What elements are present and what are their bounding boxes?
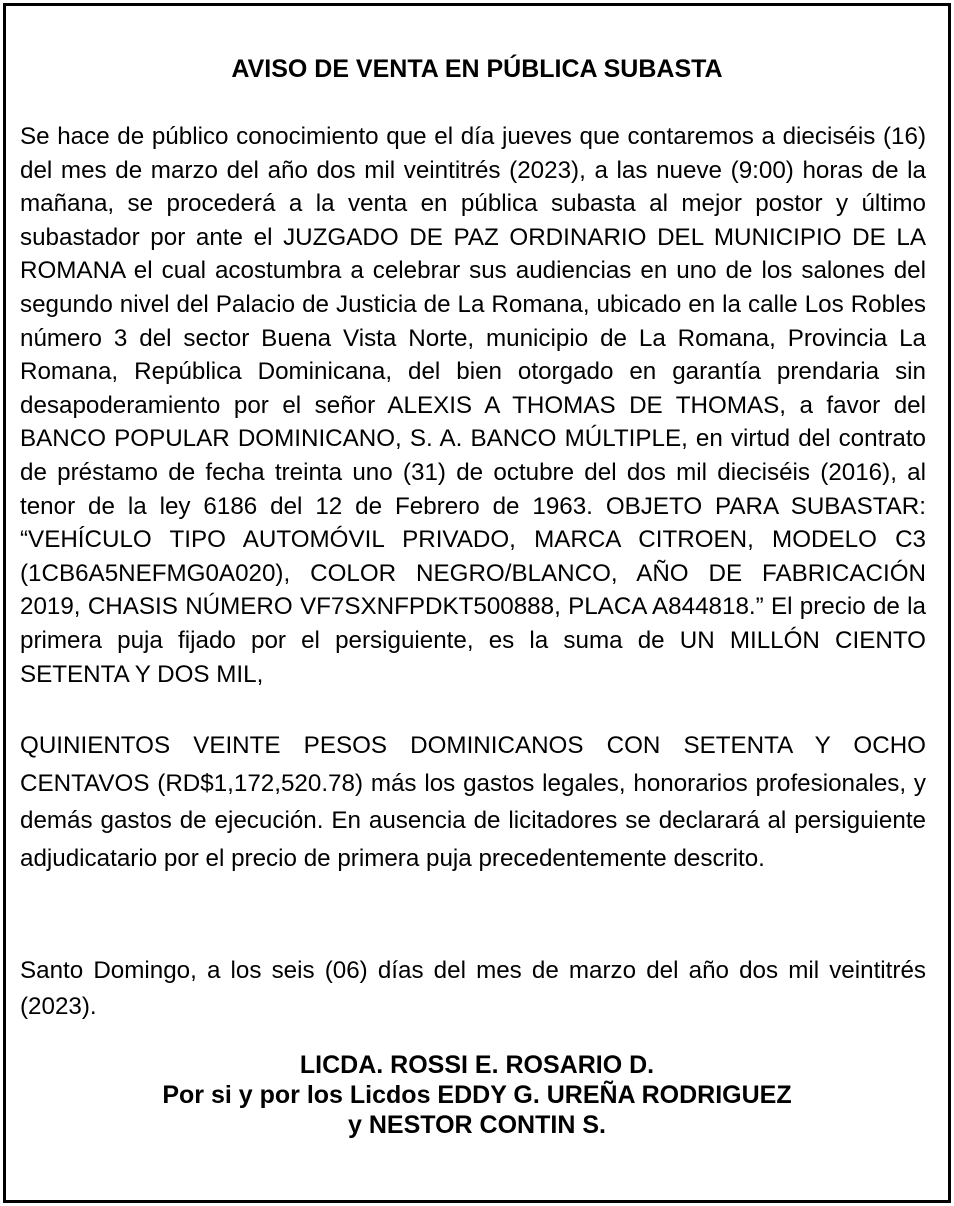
- signature-co-signer: y NESTOR CONTIN S.: [348, 1111, 606, 1139]
- notice-title: AVISO DE VENTA EN PÚBLICA SUBASTA: [231, 55, 723, 83]
- signature-block: [0, 1050, 954, 1140]
- signature-on-behalf: Por si y por los Licdos EDDY G. UREÑA RODRIGUEZ: [162, 1081, 792, 1109]
- signature-name: LICDA. ROSSI E. ROSARIO D.: [299, 1051, 655, 1079]
- notice-place-date: Santo Domingo, a los seis (06) días del mes de marzo del año dos mil veintitrés (2023).: [20, 957, 926, 1020]
- notice-body-paragraph-continued: QUINIENTOS VEINTE PESOS DOMINICANOS CON SETENTA Y OCHO CENTAVOS (RD$1,172,520.78) más los gastos legales, honorarios profesionales, y demás gastos de ejecución. En ausencia de licitadores se declarará al persiguiente adjudicatario por el precio de primera puja precedentemente descrito.: [20, 732, 926, 872]
- notice-body-paragraph: Se hace de público conocimiento que el día jueves que contaremos a dieciséis (16) del mes de marzo del año dos mil veintitrés (2023), a las nueve (9:00) horas de la mañana, se procederá a la venta en pública subasta al mejor postor y último subastador por ante el JUZGADO DE PAZ ORDINARIO DEL MUNICIPIO DE LA ROMANA el cual acostumbra a celebrar sus audiencias en uno de los salones del segundo nivel del Palacio de Justicia de La Romana, ubicado en la calle Los Robles número 3 del sector Buena Vista Norte, municipio de La Romana, Provincia La Romana, República Dominicana, del bien otorgado en garantía prendaria sin desapoderamiento por el señor ALEXIS A THOMAS DE THOMAS, a favor del BANCO POPULAR DOMINICANO, S. A. BANCO MÚLTIPLE, en virtud del contrato de préstamo de fecha treinta uno (31) de octubre del dos mil dieciséis (2016), al tenor de la ley 6186 del 12 de Febrero de 1963. OBJETO PARA SUBASTAR: “VEHÍCULO TIPO AUTOMÓVIL PRIVADO, MARCA CITROEN, MODELO C3 (1CB6A5NEFMG0A020), COLOR NEGRO/BLANCO, AÑO DE FABRICACIÓN 2019, CHASIS NÚMERO VF7SXNFPDKT500888, PLACA A844818.” El precio de la primera puja fijado por el persiguiente, es la suma de UN MILLÓN CIENTO SETENTA Y DOS MIL,: [20, 123, 926, 688]
